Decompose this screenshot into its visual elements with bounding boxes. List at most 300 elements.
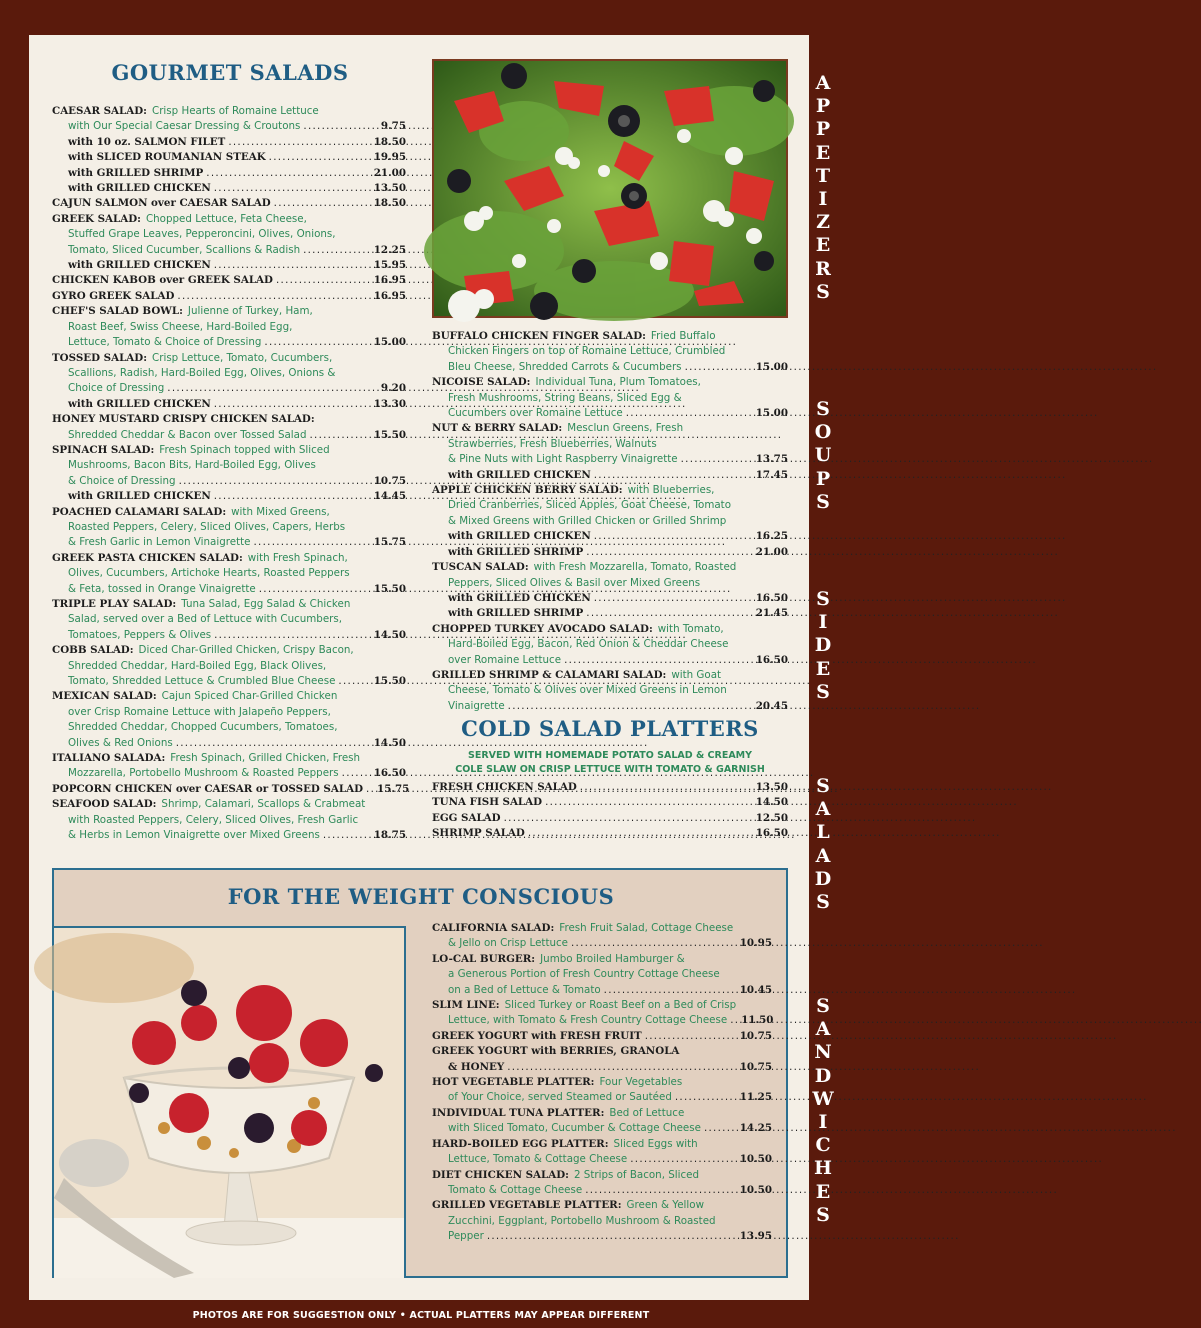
menu-item: [432, 329, 788, 375]
item-price: 15.00: [755, 407, 788, 420]
item-description: Hard-Boiled Egg, Bacon, Red Onion & Cheddar Cheese: [448, 638, 729, 651]
item-description: 2 Strips of Bacon, Sliced: [573, 1168, 700, 1181]
item-description: Shredded Cheddar, Hard-Boiled Egg, Black Olives,: [68, 659, 327, 672]
item-description: Choice of Dressing: [68, 382, 165, 395]
item-price: 16.25: [755, 530, 788, 543]
addon-name: with GRILLED CHICKEN: [68, 259, 211, 272]
item-name: CHOPPED TURKEY AVOCADO SALAD:: [432, 622, 653, 635]
leader-dots: [179, 474, 371, 489]
menu-item-line: [432, 391, 788, 406]
item-description: Olives, Cucumbers, Artichoke Hearts, Roasted Peppers: [68, 567, 350, 580]
menu-item: [432, 1106, 772, 1137]
menu-item-title-line: [432, 1137, 772, 1152]
menu-item-title-line: [432, 375, 788, 390]
item-name: TUNA FISH SALAD: [432, 796, 543, 809]
greek-salad-photo: [432, 59, 788, 318]
item-description: Fresh Mushrooms, String Beans, Sliced Egg &: [448, 391, 682, 404]
section-title-gourmet-salads: GOURMET SALADS: [111, 60, 349, 85]
menu-item-line: [52, 612, 406, 627]
leader-dots: [580, 780, 753, 795]
menu-item: [432, 998, 772, 1029]
menu-item-line: [52, 474, 406, 489]
item-description: & Jello on Crisp Lettuce: [448, 937, 569, 950]
addon-name: with GRILLED CHICKEN: [448, 468, 591, 481]
item-description: & HONEY: [448, 1060, 505, 1073]
menu-item-line: [432, 514, 788, 529]
item-name: GREEK YOGURT with FRESH FRUIT: [432, 1029, 642, 1042]
menu-item-line: [52, 766, 406, 781]
item-name: SPINACH SALAD:: [52, 443, 155, 456]
item-price: 12.25: [373, 243, 406, 256]
item-price: 15.50: [373, 428, 406, 441]
addon-name: with GRILLED CHICKEN: [448, 530, 591, 543]
menu-item-title-line: [52, 797, 406, 812]
menu-item: [52, 643, 406, 689]
item-description: Jumbo Broiled Hamburger &: [540, 952, 685, 965]
tab-sides[interactable]: S I D E S: [814, 588, 832, 703]
item-name: NICOISE SALAD:: [432, 376, 531, 389]
item-name: TOSSED SALAD:: [52, 351, 148, 364]
item-description: Shrimp, Calamari, Scallops & Crabmeat: [161, 798, 366, 811]
menu-item-line: [432, 344, 788, 359]
leader-dots: [507, 1060, 737, 1075]
tab-salads[interactable]: S A L A D S: [814, 775, 832, 914]
item-description: on a Bed of Lettuce & Tomato: [448, 983, 601, 996]
addon-name: with GRILLED CHICKEN: [448, 591, 591, 604]
item-description: with Fresh Mozzarella, Tomato, Roasted: [533, 561, 737, 574]
item-name: CAESAR SALAD:: [52, 105, 147, 117]
leader-dots: [545, 795, 753, 810]
item-name: EGG SALAD: [432, 811, 501, 824]
item-description: & Herbs in Lemon Vinaigrette over Mixed Greens: [68, 829, 320, 842]
item-description: Crisp Hearts of Romaine Lettuce: [152, 105, 319, 117]
item-name: CAJUN SALMON over CAESAR SALAD: [52, 197, 271, 210]
item-price: 15.75: [373, 536, 406, 549]
item-description: Zucchini, Eggplant, Portobello Mushroom & Roasted: [448, 1214, 716, 1227]
item-description: Roast Beef, Swiss Cheese, Hard-Boiled Egg,: [68, 320, 293, 333]
menu-item-title-line: [432, 622, 788, 637]
addon-name: with GRILLED CHICKEN: [68, 397, 211, 410]
menu-item: [432, 952, 772, 998]
menu-item-line: [432, 967, 772, 982]
menu-item-addon: [432, 468, 788, 483]
menu-item: [432, 1075, 772, 1106]
item-description: with Blueberries,: [627, 484, 715, 497]
leader-dots: [264, 335, 370, 350]
item-name: DIET CHICKEN SALAD:: [432, 1168, 569, 1181]
leader-dots: [259, 582, 371, 597]
menu-item-addon: [52, 489, 406, 504]
leader-dots: [310, 428, 371, 443]
menu-item: [52, 797, 406, 843]
item-name: GYRO GREEK SALAD: [52, 289, 175, 302]
menu-item-line: [52, 720, 406, 735]
item-name: BUFFALO CHICKEN FINGER SALAD:: [432, 330, 646, 342]
menu-item-line: [432, 1152, 772, 1167]
yogurt-parfait-photo: [54, 926, 406, 1278]
item-price: 10.95: [739, 937, 772, 950]
leader-dots: [645, 1029, 737, 1044]
item-price: 19.95: [373, 151, 406, 164]
menu-item-addon: [52, 397, 406, 412]
item-name: ITALIANO SALADA:: [52, 752, 166, 765]
menu-item-title-line: [432, 811, 788, 826]
menu-item-addon: [52, 150, 406, 165]
leader-dots: [303, 119, 378, 134]
menu-item-title-line: [52, 289, 406, 304]
item-description: Individual Tuna, Plum Tomatoes,: [535, 376, 701, 389]
menu-item-line: [432, 1183, 772, 1198]
item-name: SEAFOOD SALAD:: [52, 798, 157, 811]
menu-item-title-line: [52, 689, 406, 704]
item-price: 18.50: [373, 135, 406, 148]
menu-item-addon: [52, 166, 406, 181]
leader-dots: [730, 1013, 738, 1028]
item-description: Diced Char-Grilled Chicken, Crispy Bacon,: [138, 644, 354, 657]
menu-item: [432, 421, 788, 483]
leader-dots: [675, 1090, 737, 1105]
item-price: 14.50: [755, 796, 788, 809]
leader-dots: [594, 468, 753, 483]
item-price: 10.75: [739, 1060, 772, 1073]
cold-platters-list: [432, 780, 788, 842]
leader-dots: [504, 811, 753, 826]
item-description: Crisp Lettuce, Tomato, Cucumbers,: [152, 351, 333, 364]
leader-dots: [214, 489, 371, 504]
item-price: 14.45: [373, 490, 406, 503]
leader-dots: [630, 1152, 737, 1167]
item-name: GRILLED VEGETABLE PLATTER:: [432, 1199, 622, 1212]
section-title-weight-conscious: FOR THE WEIGHT CONSCIOUS: [227, 884, 615, 909]
item-description: Sliced Eggs with: [613, 1137, 698, 1150]
item-description: Four Vegetables: [599, 1076, 683, 1089]
item-name: SHRIMP SALAD: [432, 827, 525, 840]
menu-item-title-line: [432, 1075, 772, 1090]
addon-name: with GRILLED SHRIMP: [68, 166, 204, 179]
item-description: with Mixed Greens,: [231, 505, 330, 518]
menu-item-title-line: [52, 273, 406, 288]
menu-item-title-line: [52, 597, 406, 612]
menu-item-title-line: [432, 560, 788, 575]
item-price: 10.45: [739, 983, 772, 996]
item-name: HARD-BOILED EGG PLATTER:: [432, 1137, 609, 1150]
leader-dots: [586, 606, 752, 621]
item-description: Strawberries, Fresh Blueberries, Walnuts: [448, 437, 657, 450]
item-description: Tomato & Cottage Cheese: [448, 1183, 583, 1196]
menu-item: [432, 483, 788, 560]
menu-item-title-line: [432, 921, 772, 936]
item-price: 21.45: [755, 607, 788, 620]
leader-dots: [571, 936, 737, 951]
menu-item: [52, 351, 406, 413]
leader-dots: [487, 1229, 737, 1244]
item-price: 9.75: [380, 120, 406, 133]
item-price: 21.00: [373, 166, 406, 179]
item-description: with Goat: [671, 668, 722, 681]
item-description: Dried Cranberries, Sliced Apples, Goat Cheese, Tomato: [448, 499, 732, 512]
item-description: with Fresh Spinach,: [247, 551, 348, 564]
item-name: CHEF'S SALAD BOWL:: [52, 305, 183, 318]
item-name: INDIVIDUAL TUNA PLATTER:: [432, 1106, 605, 1119]
gourmet-salads-list-continued: [432, 329, 788, 714]
item-price: 10.50: [739, 1153, 772, 1166]
item-name: POACHED CALAMARI SALAD:: [52, 505, 227, 518]
item-name: CALIFORNIA SALAD:: [432, 922, 555, 934]
menu-item-title-line: [52, 751, 406, 766]
menu-item-title-line: [432, 1106, 772, 1121]
item-description: & Fresh Garlic in Lemon Vinaigrette: [68, 536, 251, 549]
leader-dots: [585, 1183, 737, 1198]
item-price: 16.95: [373, 289, 406, 302]
leader-dots: [594, 529, 753, 544]
menu-item-title-line: [52, 643, 406, 658]
item-price: 13.30: [373, 397, 406, 410]
menu-item-title-line: [52, 782, 410, 797]
menu-item-title-line: [52, 212, 406, 227]
menu-item-line: [432, 576, 788, 591]
menu-item: [432, 811, 788, 826]
item-description: & Feta, tossed in Orange Vinaigrette: [68, 582, 256, 595]
item-price: 16.50: [755, 591, 788, 604]
menu-item-line: [52, 659, 406, 674]
item-description: Lettuce, Tomato & Choice of Dressing: [68, 336, 262, 349]
menu-item-line: [432, 360, 788, 375]
menu-item: [432, 1044, 772, 1075]
item-price: 18.75: [373, 829, 406, 842]
item-description: & Pine Nuts with Light Raspberry Vinaigrette: [448, 453, 678, 466]
item-description: with Our Special Caesar Dressing & Croutons: [68, 120, 301, 133]
item-description: Scallions, Radish, Hard-Boiled Egg, Olives, Onions &: [68, 366, 336, 379]
item-name: GREEK SALAD:: [52, 212, 141, 225]
leader-dots: [214, 181, 371, 196]
menu-item-title-line: [432, 795, 788, 810]
item-price: 11.50: [741, 1014, 774, 1027]
leader-dots: [704, 1121, 737, 1136]
item-description: Lettuce, Tomato & Cottage Cheese: [448, 1153, 628, 1166]
leader-dots: [586, 545, 752, 560]
leader-dots: [276, 273, 371, 288]
item-price: 12.50: [755, 811, 788, 824]
item-description: Fresh Fruit Salad, Cottage Cheese: [559, 922, 734, 934]
menu-item: [432, 795, 788, 810]
menu-item: [432, 668, 788, 714]
item-price: 16.50: [755, 653, 788, 666]
item-name: LO-CAL BURGER:: [432, 952, 536, 965]
menu-item: [52, 289, 406, 304]
item-price: 10.50: [739, 1183, 772, 1196]
weight-conscious-list: [432, 921, 772, 1245]
menu-item: [52, 304, 406, 350]
item-description: Chopped Lettuce, Feta Cheese,: [145, 212, 307, 225]
cold-platters-note-line: COLE SLAW ON CRISP LETTUCE WITH TOMATO & GARNISH: [455, 764, 765, 775]
menu-item: [52, 689, 406, 751]
leader-dots: [206, 166, 370, 181]
item-price: 15.00: [755, 360, 788, 373]
menu-item-line: [432, 1214, 772, 1229]
menu-item: [52, 782, 410, 797]
leader-dots: [681, 452, 753, 467]
leader-dots: [685, 360, 753, 375]
menu-item: [432, 1137, 772, 1168]
menu-item-title-line: [52, 505, 406, 520]
item-description: of Your Choice, served Steamed or Sautéed: [448, 1091, 672, 1104]
item-description: Mozzarella, Portobello Mushroom & Roasted Peppers: [68, 767, 339, 780]
addon-name: with GRILLED SHRIMP: [448, 545, 584, 558]
item-price: 15.95: [373, 259, 406, 272]
menu-item: [52, 597, 406, 643]
menu-item-title-line: [432, 483, 788, 498]
menu-item: [52, 412, 406, 443]
item-name: FRESH CHICKEN SALAD: [432, 781, 577, 793]
menu-item-line: [432, 1013, 772, 1028]
menu-item-line: [432, 983, 772, 998]
leader-dots: [167, 381, 378, 396]
cold-platters-note: [432, 749, 788, 777]
item-price: 13.75: [755, 453, 788, 466]
item-price: 15.00: [373, 336, 406, 349]
menu-item: [432, 826, 788, 841]
item-price: 14.25: [739, 1122, 772, 1135]
menu-item-line: [52, 119, 406, 134]
menu-item-addon: [432, 591, 788, 606]
item-price: 15.50: [373, 582, 406, 595]
item-price: 11.25: [739, 1091, 772, 1104]
item-price: 16.95: [373, 274, 406, 287]
menu-item-line: [52, 705, 406, 720]
menu-item: [432, 1198, 772, 1244]
item-description: Tomato, Shredded Lettuce & Crumbled Blue Cheese: [68, 675, 336, 688]
item-price: 14.50: [373, 628, 406, 641]
menu-item-line: [52, 813, 406, 828]
menu-item-title-line: [52, 351, 406, 366]
menu-item-title-line: [52, 551, 406, 566]
menu-item: [52, 751, 406, 782]
menu-item: [432, 622, 788, 668]
item-price: 15.75: [377, 782, 410, 795]
item-description: Fresh Spinach topped with Sliced: [159, 443, 330, 456]
menu-item-title-line: [432, 998, 772, 1013]
leader-dots: [323, 828, 371, 843]
menu-item-title-line: [432, 421, 788, 436]
menu-item-line: [52, 535, 406, 550]
menu-item-addon: [52, 135, 406, 150]
leader-dots: [366, 782, 374, 797]
item-description: Cucumbers over Romaine Lettuce: [448, 407, 623, 420]
item-name: GREEK YOGURT with BERRIES, GRANOLA: [432, 1045, 680, 1058]
menu-item-title-line: [432, 668, 788, 683]
item-price: 13.50: [755, 781, 788, 793]
leader-dots: [214, 397, 371, 412]
item-description: Lettuce, with Tomato & Fresh Country Cottage Cheese: [448, 1014, 728, 1027]
item-name: GREEK PASTA CHICKEN SALAD:: [52, 551, 243, 564]
item-description: Julienne of Turkey, Ham,: [187, 305, 313, 318]
leader-dots: [338, 674, 370, 689]
menu-item-line: [432, 452, 788, 467]
menu-item-title-line: [432, 1044, 772, 1059]
item-price: 15.50: [373, 675, 406, 688]
menu-item: [52, 551, 406, 597]
parfait-illustration: [54, 928, 404, 1278]
item-description: Chicken Fingers on top of Romaine Lettuce, Crumbled: [448, 345, 726, 358]
menu-item: [432, 921, 772, 952]
leader-dots: [626, 406, 753, 421]
menu-item-line: [432, 1121, 772, 1136]
menu-item: [52, 443, 406, 505]
section-tabs: [812, 60, 834, 1270]
menu-item-line: [52, 366, 406, 381]
leader-dots: [176, 736, 371, 751]
menu-item: [52, 104, 406, 196]
menu-item-line: [432, 437, 788, 452]
item-price: 14.50: [373, 736, 406, 749]
item-description: Tomatoes, Peppers & Olives: [68, 628, 212, 641]
item-description: Roasted Peppers, Celery, Sliced Olives, Capers, Herbs: [68, 520, 346, 533]
menu-item: [52, 196, 406, 211]
menu-item-line: [52, 674, 406, 689]
menu-item-title-line: [52, 104, 406, 119]
item-description: Pepper: [448, 1230, 484, 1243]
addon-name: with 10 oz. SALMON FILET: [68, 135, 226, 148]
menu-item-line: [52, 582, 406, 597]
menu-item-title-line: [432, 1198, 772, 1213]
menu-item-line: [52, 320, 406, 335]
leader-dots: [254, 535, 371, 550]
menu-item-line: [432, 1090, 772, 1105]
leader-dots: [214, 628, 371, 643]
item-price: 16.50: [755, 827, 788, 840]
item-name: MEXICAN SALAD:: [52, 690, 157, 703]
tab-appetizers[interactable]: A P P E T I Z E R S: [815, 72, 831, 303]
menu-item-addon: [432, 545, 788, 560]
leader-dots: [594, 591, 753, 606]
item-description: Stuffed Grape Leaves, Pepperoncini, Olives, Onions,: [68, 228, 336, 241]
menu-item-line: [432, 498, 788, 513]
item-price: 18.50: [373, 197, 406, 210]
menu-item: [432, 1168, 772, 1199]
leader-dots: [342, 766, 371, 781]
menu-item: [52, 273, 406, 288]
item-price: 21.00: [755, 545, 788, 558]
menu-item-title-line: [52, 304, 406, 319]
menu-item-line: [52, 381, 406, 396]
menu-item-line: [52, 566, 406, 581]
item-name: HOT VEGETABLE PLATTER:: [432, 1076, 595, 1089]
tab-sandwiches[interactable]: S A N D W I C H E S: [812, 995, 834, 1226]
item-description: Peppers, Sliced Olives & Basil over Mixed Greens: [448, 576, 701, 589]
menu-item-title-line: [432, 952, 772, 967]
item-name: GRILLED SHRIMP & CALAMARI SALAD:: [432, 668, 667, 681]
gourmet-salads-list: [52, 104, 410, 844]
menu-item-line: [52, 335, 406, 350]
item-description: Mesclun Greens, Fresh: [567, 422, 684, 435]
footer-disclaimer: PHOTOS ARE FOR SUGGESTION ONLY • ACTUAL PLATTERS MAY APPEAR DIFFERENT: [192, 1310, 650, 1321]
item-description: with Roasted Peppers, Celery, Sliced Olives, Fresh Garlic: [68, 813, 359, 826]
menu-item: [52, 505, 406, 551]
leader-dots: [269, 150, 371, 165]
item-price: 10.75: [373, 474, 406, 487]
item-description: Cheese, Tomato & Olives over Mixed Greens in Lemon: [448, 684, 727, 697]
tab-soups[interactable]: S O U P S: [814, 398, 832, 513]
item-description: Shredded Cheddar & Bacon over Tossed Salad: [68, 428, 307, 441]
menu-item-line: [52, 736, 406, 751]
item-description: Fried Buffalo: [650, 330, 716, 342]
leader-dots: [508, 699, 753, 714]
item-description: over Romaine Lettuce: [448, 653, 562, 666]
menu-item-addon: [52, 181, 406, 196]
item-description: a Generous Portion of Fresh Country Cottage Cheese: [448, 968, 720, 981]
item-description: Bed of Lettuce: [609, 1106, 685, 1119]
menu-item-line: [432, 936, 772, 951]
